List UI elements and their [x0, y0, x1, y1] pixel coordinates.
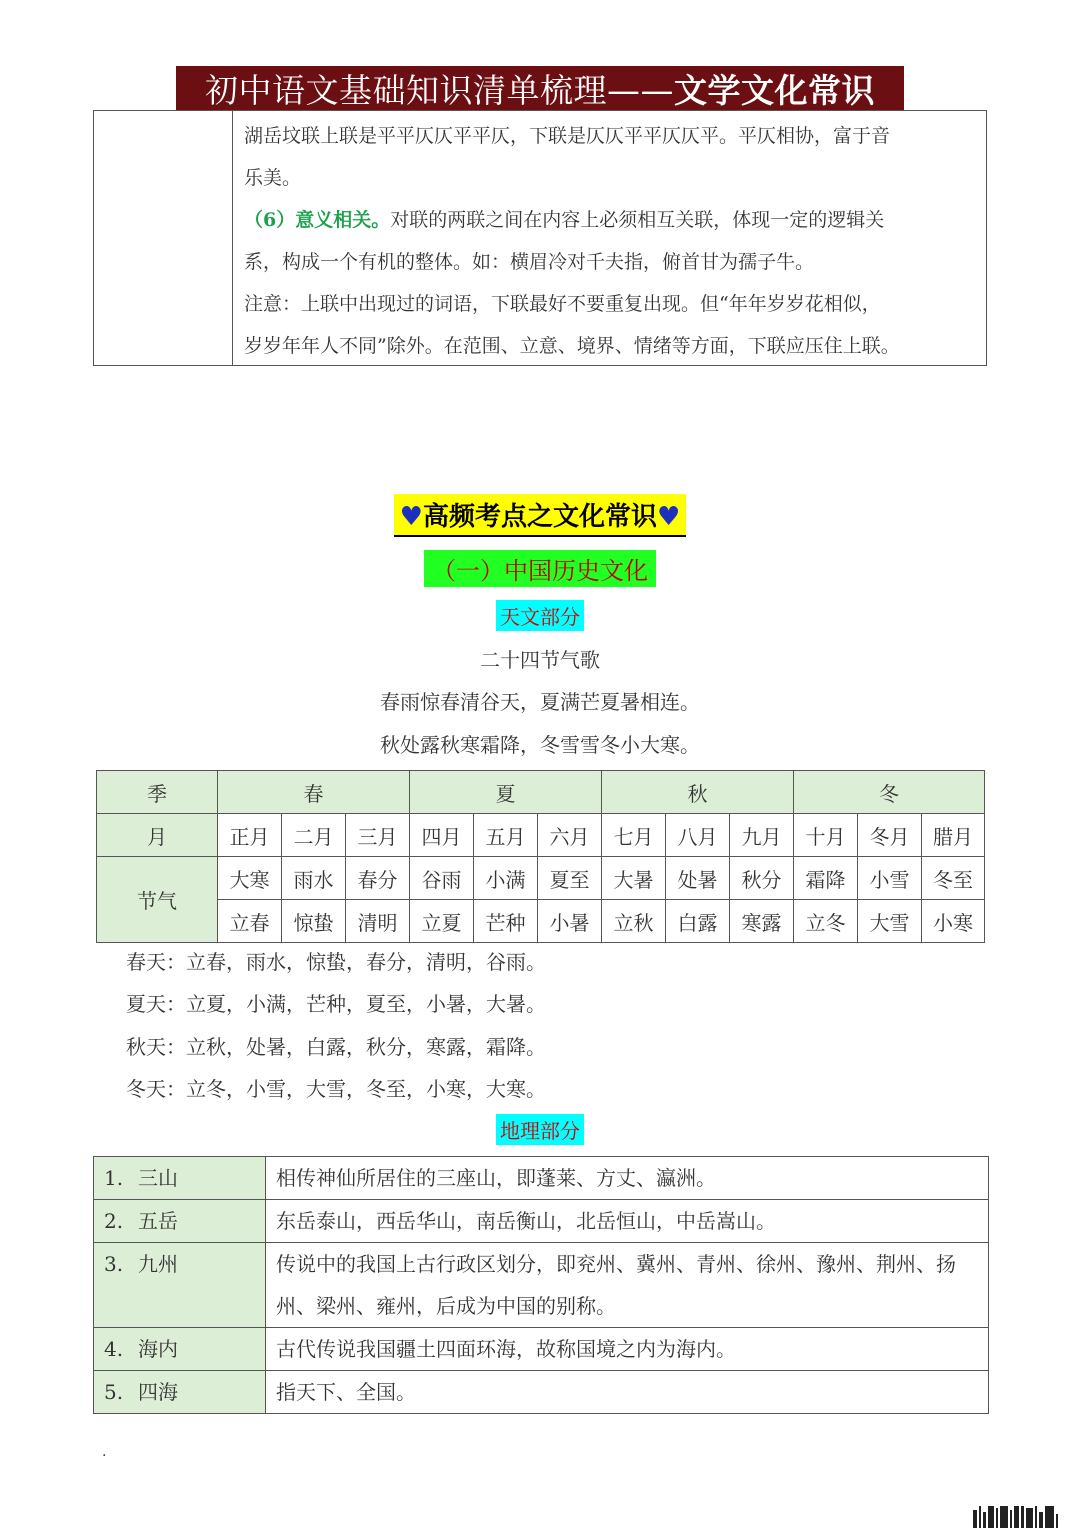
term-cell: 秋分 — [730, 857, 794, 900]
table-row — [94, 1328, 989, 1371]
table-row — [97, 771, 985, 814]
couplet-table-content — [244, 115, 979, 367]
banner-title-bold: 文学文化常识 — [674, 70, 875, 110]
section-title-text: 高频考点之文化常识 — [422, 502, 657, 532]
song-line-1: 春雨惊春清谷天，夏满芒夏暑相连。 — [380, 690, 700, 714]
table-row — [97, 900, 985, 943]
term-cell: 夏至 — [538, 857, 602, 900]
term-cell: 清明 — [346, 900, 410, 943]
section-title — [394, 494, 687, 537]
geography-table — [93, 1156, 989, 1414]
autumn-line: 秋天：立秋，处暑，白露，秋分，寒露，霜降。 — [126, 1035, 546, 1059]
month-cell: 五月 — [474, 814, 538, 857]
month-header: 月 — [97, 814, 218, 857]
term-cell: 惊蛰 — [282, 900, 346, 943]
term-header: 节气 — [97, 857, 218, 943]
winter-line: 冬天：立冬，小雪，大雪，冬至，小寒，大寒。 — [126, 1077, 546, 1101]
subsection-title: （一）中国历史文化 — [424, 550, 656, 587]
heart-icon: ♥ — [657, 502, 681, 532]
term-cell: 冬至 — [922, 857, 985, 900]
month-cell: 十月 — [794, 814, 858, 857]
point-6-text: 对联的两联之间在内容上必须相互关联，体现一定的逻辑关 — [390, 209, 885, 231]
geo-term: 海内 — [138, 1337, 178, 1361]
summer-line: 夏天：立夏，小满，芒种，夏至，小暑，大暑。 — [126, 992, 546, 1016]
term-cell: 小寒 — [922, 900, 985, 943]
month-cell: 正月 — [218, 814, 282, 857]
season-header: 季 — [97, 771, 218, 814]
page-banner — [176, 66, 904, 110]
geo-term: 五岳 — [138, 1209, 178, 1233]
section-title-row — [0, 494, 1080, 537]
season-cell: 秋 — [602, 771, 794, 814]
geo-num: 3. — [104, 1252, 124, 1276]
month-cell: 九月 — [730, 814, 794, 857]
term-cell: 大雪 — [858, 900, 922, 943]
geography-title: 地理部分 — [496, 1114, 584, 1145]
term-cell: 处暑 — [666, 857, 730, 900]
table-row — [94, 1200, 989, 1243]
geo-term-cell — [94, 1157, 266, 1200]
table-row — [97, 857, 985, 900]
couplet-table — [93, 110, 987, 366]
geo-desc: 传说中的我国上古行政区划分，即兖州、冀州、青州、徐州、豫州、荆州、扬州、梁州、雍州，后成为中国的别称。 — [266, 1243, 989, 1328]
term-cell: 谷雨 — [410, 857, 474, 900]
term-cell: 立秋 — [602, 900, 666, 943]
term-cell: 寒露 — [730, 900, 794, 943]
geo-num: 2. — [104, 1209, 124, 1233]
table-row — [94, 1371, 989, 1414]
couplet-line-5: 注意：上联中出现过的词语，下联最好不要重复出现。但“年年岁岁花相似， — [244, 293, 881, 315]
term-cell: 立春 — [218, 900, 282, 943]
geo-desc: 相传神仙所居住的三座山，即蓬莱、方丈、瀛洲。 — [266, 1157, 989, 1200]
geo-term-cell — [94, 1328, 266, 1371]
geo-term-cell — [94, 1243, 266, 1328]
table-row — [94, 1157, 989, 1200]
spring-line: 春天：立春，雨水，惊蛰，春分，清明，谷雨。 — [126, 950, 546, 974]
season-cell: 夏 — [410, 771, 602, 814]
month-cell: 二月 — [282, 814, 346, 857]
couplet-line-1: 湖岳坟联上联是平平仄仄平平仄，下联是仄仄平平仄仄平。平仄相协，富于音 — [244, 125, 891, 147]
geography-title-row — [0, 1114, 1080, 1145]
term-cell: 小满 — [474, 857, 538, 900]
month-cell: 四月 — [410, 814, 474, 857]
term-cell: 小雪 — [858, 857, 922, 900]
month-cell: 八月 — [666, 814, 730, 857]
term-cell: 大暑 — [602, 857, 666, 900]
season-cell: 冬 — [794, 771, 985, 814]
term-cell: 立夏 — [410, 900, 474, 943]
astronomy-title: 天文部分 — [496, 600, 584, 631]
footer-dot: . — [102, 1444, 107, 1460]
solar-terms-table — [96, 770, 985, 943]
geo-desc: 东岳泰山，西岳华山，南岳衡山，北岳恒山，中岳嵩山。 — [266, 1200, 989, 1243]
geo-term-cell — [94, 1371, 266, 1414]
song-line-2: 秋处露秋寒霜降，冬雪雪冬小大寒。 — [380, 733, 700, 757]
couplet-table-left-cell — [94, 111, 233, 365]
term-cell: 白露 — [666, 900, 730, 943]
term-cell: 芒种 — [474, 900, 538, 943]
term-cell: 小暑 — [538, 900, 602, 943]
astronomy-title-row — [0, 600, 1080, 631]
point-6-label: （6）意义相关。 — [244, 209, 391, 231]
term-cell: 立冬 — [794, 900, 858, 943]
geo-num: 4. — [104, 1337, 124, 1361]
banner-title-plain: 初中语文基础知识清单梳理—— — [205, 70, 674, 110]
geo-num: 1. — [104, 1166, 124, 1190]
couplet-line-6: 岁岁年年人不同”除外。在范围、立意、境界、情绪等方面，下联应压住上联。 — [244, 335, 900, 357]
couplet-line-2: 乐美。 — [244, 167, 302, 189]
table-row — [94, 1243, 989, 1328]
geo-term: 三山 — [138, 1166, 178, 1190]
month-cell: 六月 — [538, 814, 602, 857]
geo-term: 九州 — [138, 1252, 178, 1276]
couplet-point-6 — [244, 199, 979, 241]
heart-icon: ♥ — [399, 502, 423, 532]
season-cell: 春 — [218, 771, 410, 814]
term-cell: 霜降 — [794, 857, 858, 900]
month-cell: 冬月 — [858, 814, 922, 857]
subsection-title-row — [0, 550, 1080, 587]
geo-term-cell — [94, 1200, 266, 1243]
couplet-line-4: 系，构成一个有机的整体。如：横眉冷对千夫指，俯首甘为孺子牛。 — [244, 251, 815, 273]
month-cell: 七月 — [602, 814, 666, 857]
geo-term: 四海 — [138, 1380, 178, 1404]
geo-desc: 指天下、全国。 — [266, 1371, 989, 1414]
month-cell: 三月 — [346, 814, 410, 857]
geo-num: 5. — [104, 1380, 124, 1404]
month-cell: 腊月 — [922, 814, 985, 857]
term-cell: 雨水 — [282, 857, 346, 900]
song-title: 二十四节气歌 — [480, 648, 600, 672]
table-row — [97, 814, 985, 857]
geo-desc: 古代传说我国疆土四面环海，故称国境之内为海内。 — [266, 1328, 989, 1371]
term-cell: 大寒 — [218, 857, 282, 900]
barcode-icon — [973, 1492, 1058, 1528]
term-cell: 春分 — [346, 857, 410, 900]
